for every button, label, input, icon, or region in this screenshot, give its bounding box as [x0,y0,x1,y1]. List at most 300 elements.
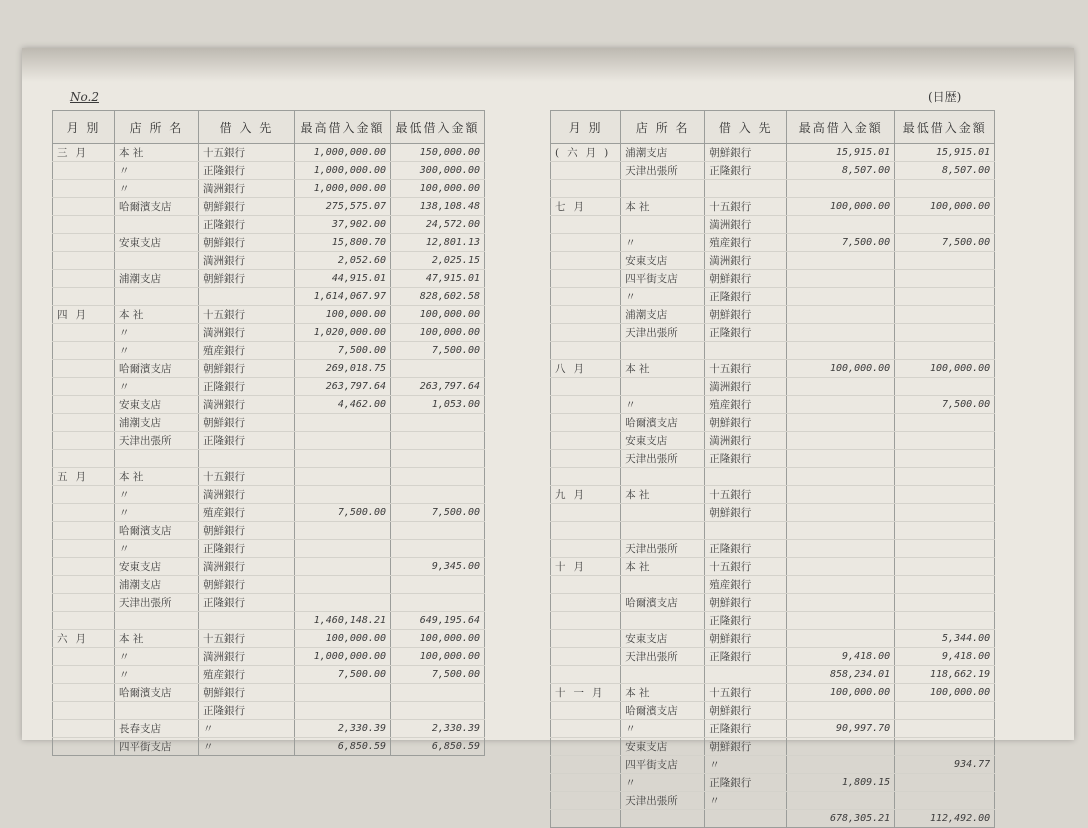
ledger-row [53,378,485,396]
max-amount-cell: 7,500.00 [295,666,391,684]
lender-cell: 朝鮮銀行 [199,270,295,288]
ledger-row [551,270,995,288]
max-amount-cell: 8,507.00 [787,162,895,180]
header-max-amount: 最高借入金額 [295,111,391,144]
lender-cell: 朝鮮銀行 [705,702,787,720]
place-cell [621,216,705,234]
month-cell [53,360,115,378]
lender-cell: 〃 [705,756,787,774]
max-amount-cell [787,468,895,486]
month-cell [551,810,621,828]
month-cell [53,324,115,342]
place-cell: 安東支店 [621,738,705,756]
place-cell [621,612,705,630]
max-amount-cell [295,594,391,612]
month-cell: 十一月 [551,684,621,702]
lender-cell: 十五銀行 [199,630,295,648]
ledger-row [551,450,995,468]
place-cell [621,468,705,486]
page-number: No.2 [70,90,99,104]
month-cell [53,738,115,756]
max-amount-cell [295,450,391,468]
ledger-row [53,414,485,432]
min-amount-cell [895,594,995,612]
max-amount-cell: 269,018.75 [295,360,391,378]
ledger-row [53,270,485,288]
place-cell [621,180,705,198]
min-amount-cell [895,378,995,396]
ledger-row [53,252,485,270]
place-cell [621,810,705,828]
ledger-row [551,666,995,684]
place-cell: 〃 [621,234,705,252]
month-cell [551,468,621,486]
ledger-row [551,396,995,414]
min-amount-cell: 300,000.00 [391,162,485,180]
lender-cell: 十五銀行 [199,468,295,486]
max-amount-cell [787,270,895,288]
max-amount-cell [295,540,391,558]
lender-cell: 朝鮮銀行 [199,522,295,540]
month-cell [53,666,115,684]
left-ledger-body [53,144,485,756]
min-amount-cell [391,522,485,540]
lender-cell: 正隆銀行 [199,378,295,396]
left-ledger [52,110,485,756]
ledger-row [551,432,995,450]
ledger-row [551,216,995,234]
place-cell: 〃 [621,288,705,306]
lender-cell: 十五銀行 [199,144,295,162]
max-amount-cell: 7,500.00 [787,234,895,252]
lender-cell: 正隆銀行 [199,216,295,234]
lender-cell: 朝鮮銀行 [199,576,295,594]
max-amount-cell: 6,850.59 [295,738,391,756]
min-amount-cell: 7,500.00 [391,504,485,522]
lender-cell: 十五銀行 [199,306,295,324]
month-cell [53,288,115,306]
lender-cell: 朝鮮銀行 [705,414,787,432]
max-amount-cell: 7,500.00 [295,342,391,360]
place-cell: 〃 [115,504,199,522]
month-cell [53,162,115,180]
place-cell [115,288,199,306]
place-cell: 四平街支店 [621,756,705,774]
month-cell [551,738,621,756]
ledger-row [53,612,485,630]
place-cell: 天津出張所 [115,594,199,612]
ledger-row [551,648,995,666]
min-amount-cell: 100,000.00 [391,648,485,666]
month-cell [551,414,621,432]
lender-cell: 満洲銀行 [199,180,295,198]
month-cell [551,504,621,522]
month-cell [53,558,115,576]
max-amount-cell [787,630,895,648]
max-amount-cell: 44,915.01 [295,270,391,288]
lender-cell: 朝鮮銀行 [705,144,787,162]
month-cell [53,252,115,270]
place-cell [621,666,705,684]
min-amount-cell [895,576,995,594]
place-cell [115,612,199,630]
header-month: 月 別 [53,111,115,144]
ledger-row [53,576,485,594]
place-cell: 本 社 [621,486,705,504]
place-cell: 哈爾濱支店 [115,198,199,216]
place-cell: 安東支店 [621,432,705,450]
min-amount-cell [391,594,485,612]
place-cell: 〃 [115,486,199,504]
min-amount-cell: 8,507.00 [895,162,995,180]
place-cell: 〃 [115,342,199,360]
lender-cell: 満洲銀行 [705,378,787,396]
lender-cell: 朝鮮銀行 [199,684,295,702]
ledger-row [551,738,995,756]
max-amount-cell: 1,614,067.97 [295,288,391,306]
month-cell [551,378,621,396]
place-cell [115,252,199,270]
ledger-row [53,702,485,720]
min-amount-cell [895,522,995,540]
max-amount-cell [295,576,391,594]
place-cell: 哈爾濱支店 [621,702,705,720]
max-amount-cell: 37,902.00 [295,216,391,234]
left-ledger-table [52,110,485,756]
max-amount-cell: 15,800.70 [295,234,391,252]
month-cell [53,702,115,720]
min-amount-cell [895,216,995,234]
max-amount-cell: 275,575.07 [295,198,391,216]
lender-cell: 殖産銀行 [199,504,295,522]
min-amount-cell: 5,344.00 [895,630,995,648]
month-cell [551,612,621,630]
lender-cell: 朝鮮銀行 [199,414,295,432]
ledger-row [551,486,995,504]
month-cell [53,648,115,666]
month-cell [551,324,621,342]
ledger-row [53,738,485,756]
min-amount-cell [895,306,995,324]
max-amount-cell: 2,052.60 [295,252,391,270]
ledger-row [53,432,485,450]
month-cell [551,252,621,270]
ledger-row [551,162,995,180]
max-amount-cell: 858,234.01 [787,666,895,684]
min-amount-cell [391,702,485,720]
header-place: 店 所 名 [621,111,705,144]
lender-cell: 朝鮮銀行 [705,594,787,612]
place-cell: 天津出張所 [621,540,705,558]
place-cell: 〃 [115,540,199,558]
month-cell [551,396,621,414]
lender-cell: 満洲銀行 [199,252,295,270]
lender-cell: 満洲銀行 [705,432,787,450]
lender-cell [705,468,787,486]
min-amount-cell: 9,345.00 [391,558,485,576]
month-cell [551,306,621,324]
ledger-row [53,594,485,612]
lender-cell: 正隆銀行 [199,702,295,720]
month-cell [551,648,621,666]
max-amount-cell: 1,000,000.00 [295,180,391,198]
lender-cell: 正隆銀行 [199,540,295,558]
min-amount-cell: 112,492.00 [895,810,995,828]
ledger-row [53,180,485,198]
max-amount-cell: 263,797.64 [295,378,391,396]
lender-cell: 朝鮮銀行 [705,270,787,288]
lender-cell [199,288,295,306]
lender-cell: 殖産銀行 [705,576,787,594]
min-amount-cell: 1,053.00 [391,396,485,414]
ledger-row [551,774,995,792]
ledger-row [551,468,995,486]
min-amount-cell: 100,000.00 [391,630,485,648]
min-amount-cell: 6,850.59 [391,738,485,756]
lender-cell: 正隆銀行 [199,594,295,612]
ledger-row [53,720,485,738]
min-amount-cell: 100,000.00 [391,306,485,324]
lender-cell: 満洲銀行 [199,486,295,504]
left-header-row [53,111,485,144]
max-amount-cell: 15,915.01 [787,144,895,162]
lender-cell: 正隆銀行 [705,540,787,558]
header-month: 月 別 [551,111,621,144]
place-cell: 浦潮支店 [621,144,705,162]
min-amount-cell [391,486,485,504]
max-amount-cell [787,396,895,414]
max-amount-cell: 9,418.00 [787,648,895,666]
min-amount-cell [895,720,995,738]
min-amount-cell [895,504,995,522]
place-cell: 〃 [115,162,199,180]
place-cell: 本 社 [621,558,705,576]
month-cell [53,684,115,702]
min-amount-cell [391,468,485,486]
place-cell: 〃 [621,774,705,792]
place-cell: 安東支店 [621,252,705,270]
max-amount-cell [787,594,895,612]
max-amount-cell [787,324,895,342]
month-cell: 四月 [53,306,115,324]
max-amount-cell [295,522,391,540]
lender-cell: 〃 [705,792,787,810]
max-amount-cell [787,306,895,324]
month-cell [551,270,621,288]
min-amount-cell: 828,602.58 [391,288,485,306]
lender-cell: 殖産銀行 [705,234,787,252]
max-amount-cell [787,432,895,450]
lender-cell: 十五銀行 [705,486,787,504]
min-amount-cell [391,576,485,594]
month-cell: 三月 [53,144,115,162]
place-cell: 〃 [115,180,199,198]
min-amount-cell: 47,915.01 [391,270,485,288]
min-amount-cell [895,450,995,468]
ledger-row [53,396,485,414]
month-cell [551,162,621,180]
place-cell: 天津出張所 [621,162,705,180]
min-amount-cell [391,684,485,702]
ledger-row [551,756,995,774]
ledger-row [551,684,995,702]
month-cell [53,720,115,738]
min-amount-cell: 100,000.00 [895,360,995,378]
place-cell: 安東支店 [115,558,199,576]
ledger-row [551,342,995,360]
max-amount-cell [787,612,895,630]
place-cell: 本 社 [115,468,199,486]
max-amount-cell [787,504,895,522]
place-cell: 浦潮支店 [115,576,199,594]
place-cell: 天津出張所 [621,648,705,666]
lender-cell: 十五銀行 [705,198,787,216]
lender-cell: 正隆銀行 [705,162,787,180]
place-cell: 安東支店 [115,396,199,414]
header-place: 店 所 名 [115,111,199,144]
min-amount-cell [391,360,485,378]
min-amount-cell [895,180,995,198]
max-amount-cell [787,576,895,594]
month-cell [551,216,621,234]
ledger-row [53,630,485,648]
place-cell: 天津出張所 [621,450,705,468]
min-amount-cell [391,450,485,468]
lender-cell [705,522,787,540]
place-cell: 安東支店 [115,234,199,252]
max-amount-cell [787,540,895,558]
month-cell [53,270,115,288]
min-amount-cell [895,270,995,288]
max-amount-cell: 2,330.39 [295,720,391,738]
lender-cell: 朝鮮銀行 [199,360,295,378]
lender-cell: 〃 [199,720,295,738]
place-cell: 〃 [621,720,705,738]
place-cell: 四平街支店 [621,270,705,288]
min-amount-cell [895,738,995,756]
ledger-row [551,612,995,630]
place-cell: 〃 [621,396,705,414]
month-cell: 九月 [551,486,621,504]
month-cell [551,180,621,198]
ledger-row [551,504,995,522]
ledger-row [551,234,995,252]
ledger-row [53,306,485,324]
ledger-row [551,324,995,342]
ledger-row [551,792,995,810]
month-cell [53,504,115,522]
month-cell [551,540,621,558]
ledger-row [53,216,485,234]
min-amount-cell [895,468,995,486]
lender-cell: 朝鮮銀行 [199,198,295,216]
max-amount-cell: 1,000,000.00 [295,648,391,666]
ledger-row [551,594,995,612]
place-cell [621,342,705,360]
place-cell: 〃 [115,378,199,396]
lender-cell: 満洲銀行 [199,396,295,414]
max-amount-cell [787,558,895,576]
lender-cell: 朝鮮銀行 [199,234,295,252]
max-amount-cell [295,432,391,450]
place-cell: 天津出張所 [621,324,705,342]
month-cell [551,630,621,648]
min-amount-cell: 24,572.00 [391,216,485,234]
ledger-row [551,378,995,396]
header-lender: 借 入 先 [199,111,295,144]
min-amount-cell [895,342,995,360]
lender-cell: 十五銀行 [705,558,787,576]
ledger-row [53,684,485,702]
month-cell [53,450,115,468]
min-amount-cell [895,486,995,504]
max-amount-cell: 1,460,148.21 [295,612,391,630]
place-cell [115,702,199,720]
min-amount-cell: 100,000.00 [391,180,485,198]
min-amount-cell [895,558,995,576]
header-min-amount: 最低借入金額 [391,111,485,144]
lender-cell [705,666,787,684]
place-cell: 哈爾濱支店 [115,522,199,540]
max-amount-cell [787,486,895,504]
ledger-row [53,558,485,576]
min-amount-cell [895,432,995,450]
min-amount-cell [895,702,995,720]
month-cell [551,522,621,540]
month-cell [551,702,621,720]
ledger-row [53,504,485,522]
max-amount-cell [787,288,895,306]
place-cell: 天津出張所 [621,792,705,810]
max-amount-cell: 1,020,000.00 [295,324,391,342]
min-amount-cell [895,774,995,792]
place-cell: 浦潮支店 [115,270,199,288]
place-cell [115,450,199,468]
lender-cell: 正隆銀行 [705,288,787,306]
place-cell [621,378,705,396]
ledger-row [551,144,995,162]
lender-cell: 正隆銀行 [705,450,787,468]
place-cell: 本 社 [621,198,705,216]
ledger-row [551,522,995,540]
min-amount-cell: 7,500.00 [895,234,995,252]
min-amount-cell: 100,000.00 [895,198,995,216]
min-amount-cell: 2,330.39 [391,720,485,738]
month-cell [53,234,115,252]
max-amount-cell [787,414,895,432]
month-cell [53,486,115,504]
month-cell [53,540,115,558]
min-amount-cell [391,540,485,558]
month-cell [551,342,621,360]
min-amount-cell: 263,797.64 [391,378,485,396]
min-amount-cell: 118,662.19 [895,666,995,684]
place-cell: 浦潮支店 [115,414,199,432]
lender-cell: 殖産銀行 [199,342,295,360]
month-cell [53,198,115,216]
lender-cell: 殖産銀行 [199,666,295,684]
place-cell: 哈爾濱支店 [621,414,705,432]
min-amount-cell [895,252,995,270]
max-amount-cell [295,702,391,720]
place-cell: 安東支店 [621,630,705,648]
min-amount-cell: 7,500.00 [391,666,485,684]
ledger-row [53,666,485,684]
lender-cell: 朝鮮銀行 [705,306,787,324]
max-amount-cell: 90,997.70 [787,720,895,738]
place-cell [115,216,199,234]
min-amount-cell: 2,025.15 [391,252,485,270]
